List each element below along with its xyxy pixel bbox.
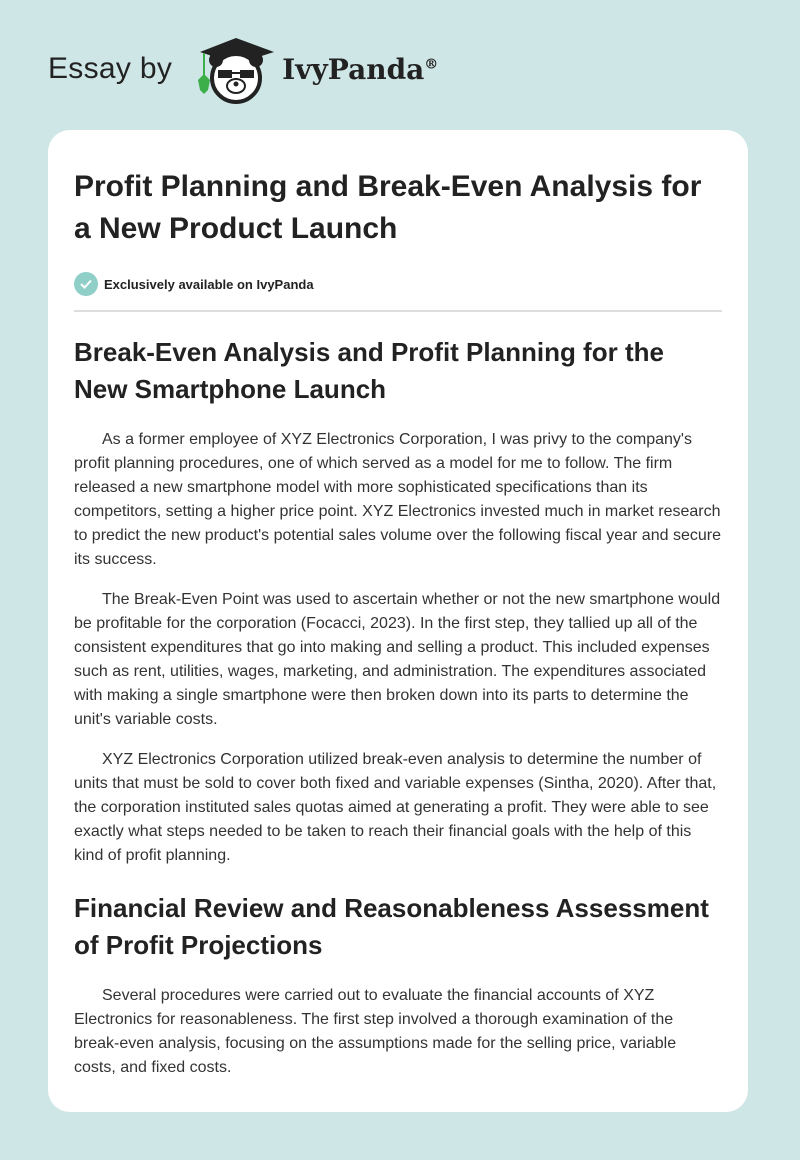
ivypanda-logo-icon[interactable]: [190, 34, 278, 104]
site-header: [48, 34, 438, 104]
paragraph: Several procedures were carried out to evaluate the financial accounts of XYZ Electronics for reasonableness. The first step involved a thorough examination of the break-even analysis, focusing on the assumptions made for the selling price, variable costs, and fixed costs.: [74, 987, 677, 1076]
divider: [74, 310, 722, 312]
section-heading: Financial Review and Reasonableness Assessment of Profit Projections: [74, 893, 709, 960]
brand-name[interactable]: IvyPanda®: [282, 52, 439, 86]
exclusive-badge: [74, 270, 722, 298]
paragraph: The Break-Even Point was used to ascertain whether or not the new smartphone would be profitable for the corporation (Focacci, 2023). In the first step, they tallied up all of the consistent expenditures that go into making and selling a product. This included expenses such as rent, utilities, wages, marketing, and administration. The expenditures associated with making a single smartphone were then broken down into its parts to determine the unit's variable costs.: [74, 591, 721, 728]
badge-text: Exclusively available on IvyPanda: [104, 276, 314, 292]
paragraph: XYZ Electronics Corporation utilized break-even analysis to determine the number of units that must be sold to cover both fixed and variable expenses (Sintha, 2020). After that, the corporation instituted sales quotas aimed at generating a profit. They were able to see exactly what steps needed to be taken to reach their financial goals with the help of this kind of profit planning.: [74, 751, 717, 864]
essay-by-label: Essay by: [48, 52, 173, 85]
check-icon: [74, 272, 98, 296]
essay-card: [48, 130, 748, 1112]
page-title: Profit Planning and Break-Even Analysis for a New Product Launch: [74, 170, 702, 245]
paragraph: As a former employee of XYZ Electronics Corporation, I was privy to the company's profit planning procedures, one of which served as a model for me to follow. The firm released a new smartphone model with more sophisticated specifications than its competitors, setting a higher price point. XYZ Electronics invested much in market research to predict the new product's potential sales volume over the following fiscal year and secure its success.: [74, 431, 721, 568]
section-heading: Break-Even Analysis and Profit Planning for the New Smartphone Launch: [74, 337, 664, 404]
